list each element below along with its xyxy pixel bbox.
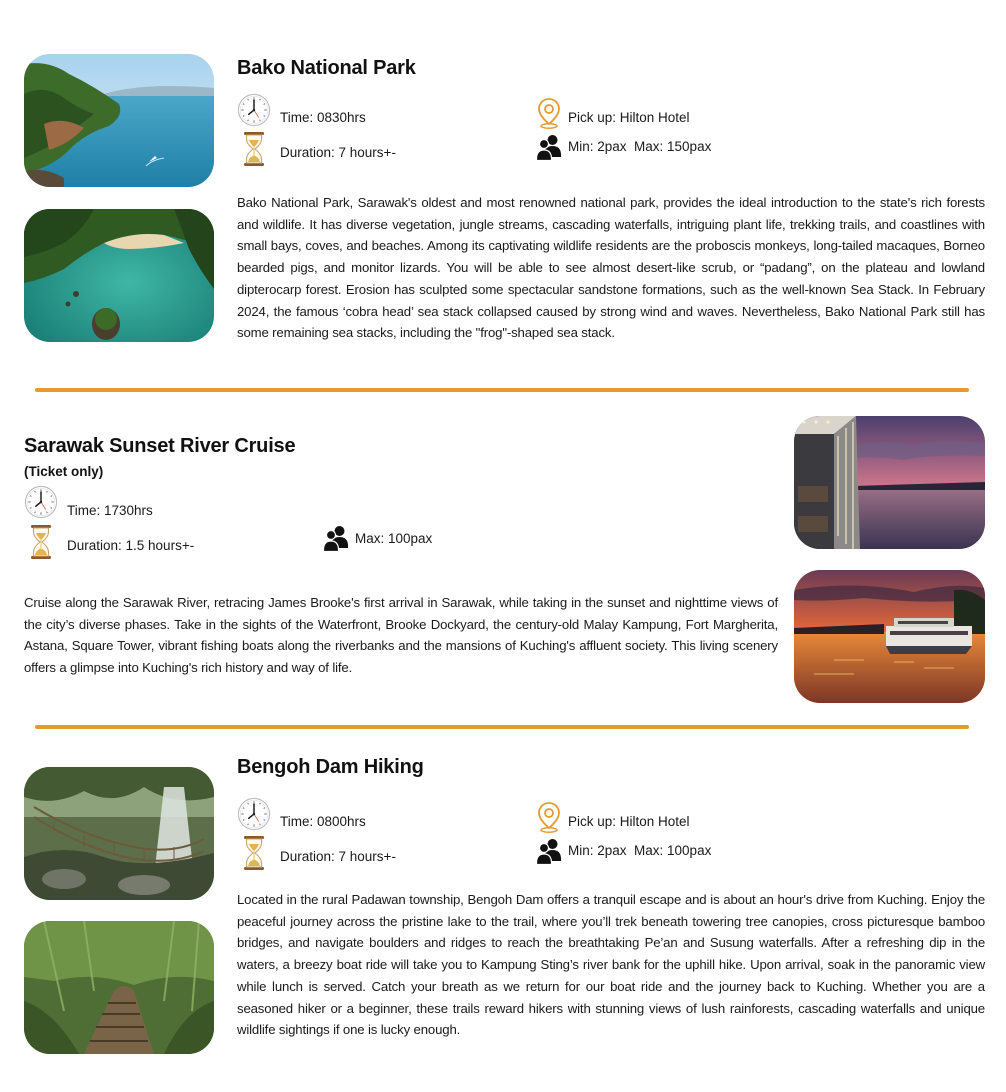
pax-label: Max: 100pax	[355, 531, 433, 546]
time-label: Time: 0830hrs	[280, 110, 366, 125]
bako-coast-photo	[24, 54, 214, 187]
cruise-boat-sunset-photo	[794, 570, 985, 703]
hourglass-icon	[242, 131, 266, 167]
clock-icon	[24, 485, 58, 519]
bako-bay-aerial-photo	[24, 209, 214, 342]
section-title-cruise: Sarawak Sunset River Cruise	[24, 435, 296, 457]
people-icon	[535, 133, 563, 161]
hourglass-icon	[29, 524, 53, 560]
time-label: Time: 0800hrs	[280, 814, 366, 829]
section-divider	[35, 725, 969, 729]
section-divider	[35, 388, 969, 392]
location-pin-icon	[536, 801, 562, 833]
clock-icon	[237, 797, 271, 831]
cruise-deck-sunset-photo	[794, 416, 985, 549]
duration-label: Duration: 7 hours+-	[280, 145, 396, 160]
location-pin-icon	[536, 97, 562, 129]
description-bengoh: Located in the rural Padawan township, Bengoh Dam offers a tranquil escape and is about an hour's drive from Kuching. Enjoy the peaceful journey across the pristine lake to the trail, where you’ll trek beneath towering tree canopies, cross picturesque bamboo bridges, and navigate boulders and ridges to reach the breathtaking Pe’an and Susung waterfalls. After a refreshing dip in the waters, a breezy boat ride will take you to Kampung Sting’s river bank for the uphill hike. Upon arrival, soak in the panoramic view while lunch is served. Catch your breath as we return for our boat ride and the journey back to Kuching. Whether you are a seasoned hiker or a beginner, these trails reward hikers with stunning views of lush rainforests, cascading waterfalls and unique wildlife sightings if one is lucky enough.	[237, 892, 985, 1038]
pickup-label: Pick up: Hilton Hotel	[568, 814, 690, 829]
pax-label: Min: 2pax Max: 150pax	[568, 139, 712, 154]
time-label: Time: 1730hrs	[67, 503, 153, 518]
pickup-label: Pick up: Hilton Hotel	[568, 110, 690, 125]
bengoh-forest-trail-photo	[24, 921, 214, 1054]
pax-label: Min: 2pax Max: 100pax	[568, 843, 712, 858]
duration-label: Duration: 7 hours+-	[280, 849, 396, 864]
bengoh-bamboo-bridge-photo	[24, 767, 214, 900]
people-icon	[535, 837, 563, 865]
hourglass-icon	[242, 835, 266, 871]
clock-icon	[237, 93, 271, 127]
section-title-bako: Bako National Park	[237, 57, 416, 79]
duration-label: Duration: 1.5 hours+-	[67, 538, 195, 553]
description-bako: Bako National Park, Sarawak's oldest and most renowned national park, provides the ideal introduction to the state's rich forests and wildlife. It has diverse vegetation, jungle streams, cascading waterfalls, intriguing plant life, trekking trails, and coastlines with small bays, coves, and beaches. Among its captivating wildlife residents are the proboscis monkeys, long-tailed macaques, Borneo bearded pigs, and monitor lizards. You will be able to see almost desert-like scrub, or “padang”, on the plateau and lowland dipterocarp forest. Erosion has sculpted some spectacular sandstone formations, such as the well-known Sea Stack. In February 2024, the famous ‘cobra head’ sea stack collapsed caused by strong wind and waves. Nevertheless, Bako National Park still has some remaining sea stacks, including the "frog"-shaped sea stack.	[237, 195, 985, 341]
people-icon	[322, 524, 350, 552]
description-cruise: Cruise along the Sarawak River, retracing James Brooke's first arrival in Sarawak, while taking in the sunset and nighttime views of the city’s diverse phases. Take in the sights of the Waterfront, Brooke Dockyard, the century-old Malay Kampung, Fort Margherita, Astana, Square Tower, vibrant fishing boats along the riverbanks and the mansions of Kuching's affluent society. This living scenery offers a glimpse into Kuching's rich history and way of life.	[24, 595, 778, 676]
ticket-only-label: (Ticket only)	[24, 464, 104, 479]
section-title-bengoh: Bengoh Dam Hiking	[237, 756, 424, 778]
